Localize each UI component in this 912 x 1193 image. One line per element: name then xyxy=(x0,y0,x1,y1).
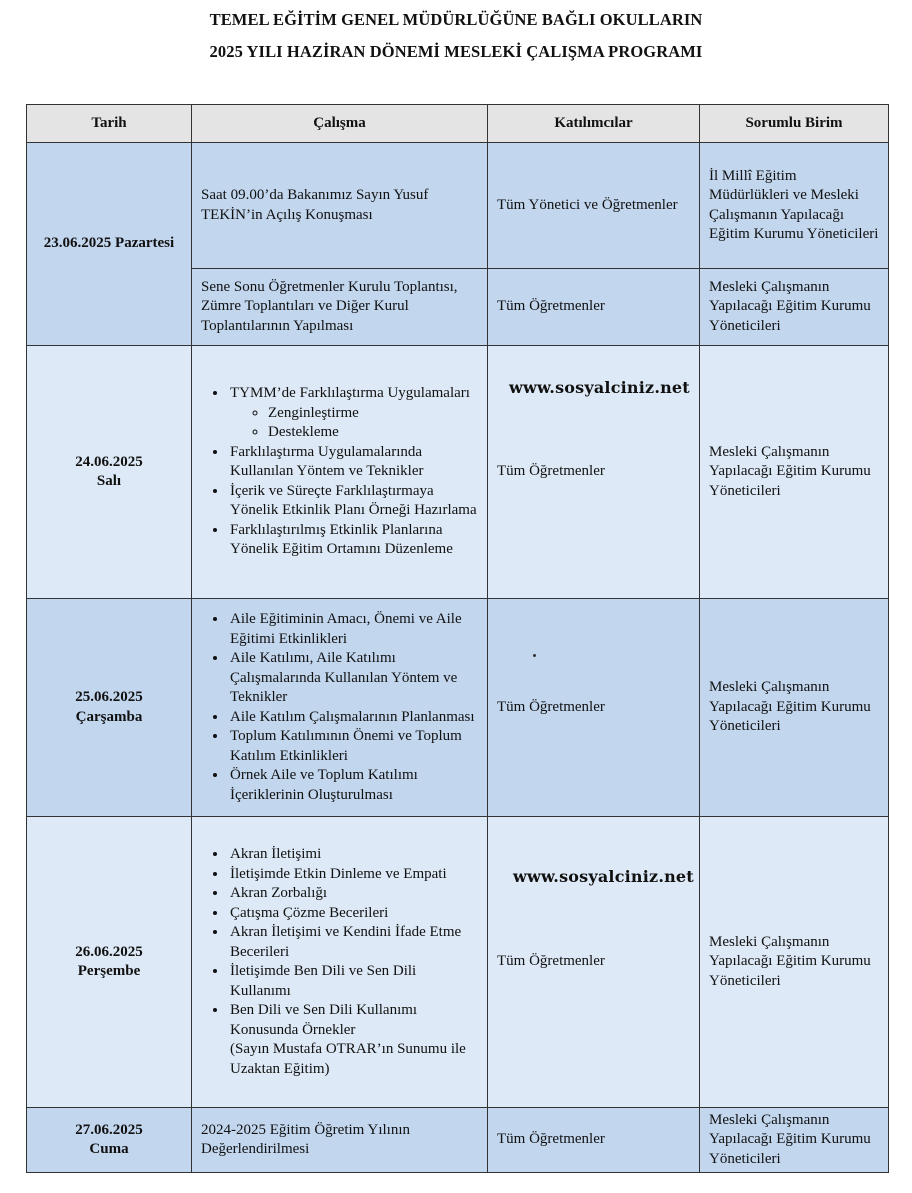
date-cell xyxy=(27,599,192,817)
participants-cell: Tüm Öğretmenler xyxy=(488,269,700,346)
session-note: (Sayın Mustafa OTRAR’ın Sunumu ile Uzaktan Eğitim) xyxy=(230,1041,466,1077)
list-item: ◦ Destekleme xyxy=(268,423,478,443)
work-cell xyxy=(192,346,488,599)
table-row xyxy=(27,346,889,599)
date-text: 26.06.2025 xyxy=(75,943,143,960)
list-item: • İletişimde Etkin Dinleme ve Empati xyxy=(228,865,478,885)
topic-list xyxy=(201,845,478,1079)
list-item-text: TYMM’de Farklılaştırma Uygulamaları xyxy=(230,385,470,402)
list-item: • Toplum Katılımının Önemi ve Toplum Katılım Etkinlikleri xyxy=(228,727,478,766)
unit-cell: Mesleki Çalışmanın Yapılacağı Eğitim Kurumu Yöneticileri xyxy=(700,269,889,346)
date-text: 24.06.2025 xyxy=(75,453,143,470)
list-item: • Çatışma Çözme Becerileri xyxy=(228,904,478,924)
work-cell: Saat 09.00’da Bakanımız Sayın Yusuf TEKİN’in Açılış Konuşması xyxy=(192,143,488,269)
topic-list xyxy=(201,384,478,560)
table-row xyxy=(27,1108,889,1173)
list-item: • Aile Eğitiminin Amacı, Önemi ve Aile Eğitimi Etkinlikleri xyxy=(228,610,478,649)
work-cell: Sene Sonu Öğretmenler Kurulu Toplantısı, Zümre Toplantıları ve Diğer Kurul Toplantılarının Yapılması xyxy=(192,269,488,346)
participants-cell: Tüm Öğretmenler xyxy=(488,817,700,1108)
table-row xyxy=(27,143,889,269)
list-item: • İçerik ve Süreçte Farklılaştırmaya Yönelik Etkinlik Planı Örneği Hazırlama xyxy=(228,482,478,521)
participants-cell: Tüm Yönetici ve Öğretmenler xyxy=(488,143,700,269)
table-row xyxy=(27,599,889,817)
unit-cell: Mesleki Çalışmanın Yapılacağı Eğitim Kurumu Yöneticileri xyxy=(700,1108,889,1173)
unit-cell: Mesleki Çalışmanın Yapılacağı Eğitim Kurumu Yöneticileri xyxy=(700,817,889,1108)
date-cell xyxy=(27,1108,192,1173)
unit-cell: İl Millî Eğitim Müdürlükleri ve Mesleki Çalışmanın Yapılacağı Eğitim Kurumu Yöneticileri xyxy=(700,143,889,269)
participants-cell: Tüm Öğretmenler xyxy=(488,346,700,599)
date-cell: 23.06.2025 Pazartesi xyxy=(27,143,192,346)
work-cell xyxy=(192,599,488,817)
date-text: 27.06.2025 xyxy=(75,1121,143,1138)
header-participants: Katılımcılar xyxy=(488,105,700,143)
date-text: 25.06.2025 xyxy=(75,689,143,705)
stray-dot xyxy=(533,654,536,657)
unit-cell: Mesleki Çalışmanın Yapılacağı Eğitim Kurumu Yöneticileri xyxy=(700,599,889,817)
participants-cell: Tüm Öğretmenler xyxy=(488,1108,700,1173)
weekday-text: Perşembe xyxy=(77,963,141,979)
program-table xyxy=(26,104,889,1173)
header-work: Çalışma xyxy=(192,105,488,143)
list-item: • Akran İletişimi ve Kendini İfade Etme Becerileri xyxy=(228,923,478,962)
list-item: • Farklılaştırılmış Etkinlik Planlarına Yönelik Eğitim Ortamını Düzenleme xyxy=(228,521,478,560)
list-item xyxy=(228,384,478,443)
participants-cell: Tüm Öğretmenler xyxy=(488,599,700,817)
unit-cell: Mesleki Çalışmanın Yapılacağı Eğitim Kurumu Yöneticileri xyxy=(700,346,889,599)
list-item: • Akran İletişimi xyxy=(228,845,478,865)
table-row xyxy=(27,817,889,1108)
header-date: Tarih xyxy=(27,105,192,143)
watermark-text: www.sosyalciniz.net xyxy=(509,378,690,397)
work-cell: 2024-2025 Eğitim Öğretim Yılının Değerlendirilmesi xyxy=(192,1108,488,1173)
weekday-text: Çarşamba xyxy=(75,708,143,725)
weekday-text: Salı xyxy=(96,473,122,489)
list-item: • Akran Zorbalığı xyxy=(228,884,478,904)
header-unit: Sorumlu Birim xyxy=(700,105,889,143)
list-item: • Aile Katılım Çalışmalarının Planlanması xyxy=(228,708,478,728)
list-item: • İletişimde Ben Dili ve Sen Dili Kullanımı xyxy=(228,962,478,1001)
topic-list xyxy=(201,610,478,805)
date-cell xyxy=(27,346,192,599)
list-item: • Aile Katılımı, Aile Katılımı Çalışmalarında Kullanılan Yöntem ve Teknikler xyxy=(228,649,478,708)
document-title-line-1: TEMEL EĞİTİM GENEL MÜDÜRLÜĞÜNE BAĞLI OKULLARIN xyxy=(209,10,703,29)
list-item-text: Ben Dili ve Sen Dili Kullanımı Konusunda Örnekler xyxy=(230,1002,418,1038)
work-cell xyxy=(192,817,488,1108)
weekday-text: Cuma xyxy=(89,1141,129,1157)
date-cell xyxy=(27,817,192,1108)
list-item: • Örnek Aile ve Toplum Katılımı İçeriklerinin Oluşturulması xyxy=(228,766,478,805)
table-header-row xyxy=(27,105,889,143)
sub-topic-list xyxy=(230,404,478,443)
list-item xyxy=(228,1001,478,1079)
watermark-text: www.sosyalciniz.net xyxy=(513,867,694,886)
document-title-line-2: 2025 YILI HAZİRAN DÖNEMİ MESLEKİ ÇALIŞMA PROGRAMI xyxy=(209,42,703,61)
list-item: ◦ Zenginleştirme xyxy=(268,404,478,424)
list-item: • Farklılaştırma Uygulamalarında Kullanılan Yöntem ve Teknikler xyxy=(228,443,478,482)
